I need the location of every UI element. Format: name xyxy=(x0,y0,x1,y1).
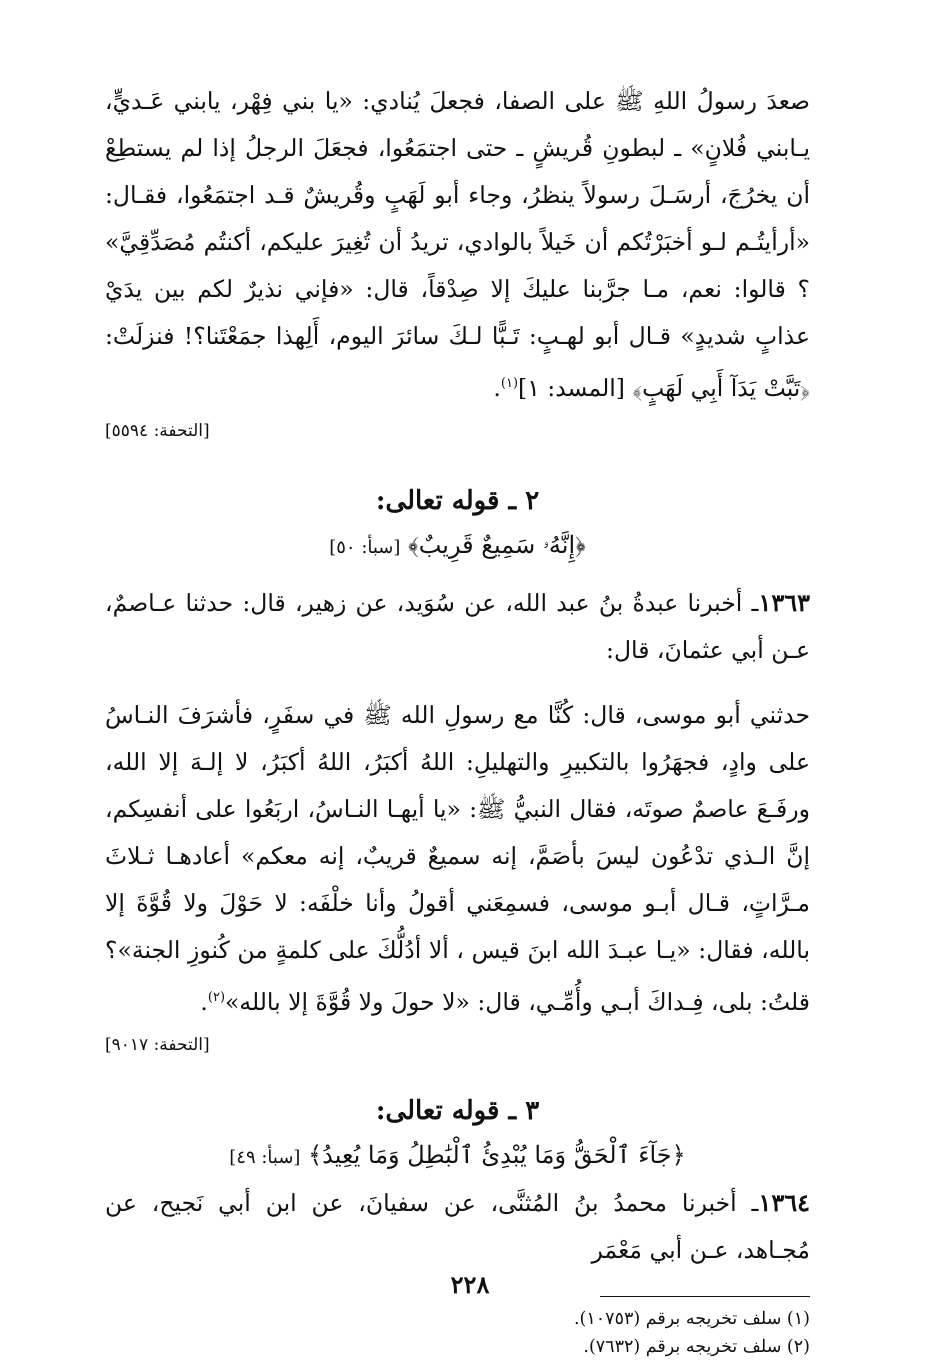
hadith-1364-isnad xyxy=(105,1179,810,1274)
paragraph-1: صعدَ رسولُ اللهِ ﷺ على الصفا، فجعلَ يُنادي: «يا بني فِهْر، يابني عَـديٍّ، يـابني فُلانٍ» ـ لبطونِ قُريشٍ ـ حتى اجتمَعُوا، فجعَلَ الرجلُ إذا لم يستطِعْ أن يخرُجَ، أرسَـلَ رسولاً ينظرُ، وجاء أبو لَهَبٍ وقُريشٌ قـد اجتمَعُوا، فقـال: «أرأيتُـم لـو أخبَرْتُكم أن خَيلاً بالوادي، تريدُ أن تُغِيرَ عليكم، أكنتُم مُصَدِّقِيَّ» ؟ قالوا: نعم، مـا جرَّبنا عليكَ إلا صِدْقاً، قال: «فإني نذيرٌ لكم بين يدَيْ عذابٍ شديدٍ» قـال أبو لهـبٍ: تَـبًّا لـكَ سائرَ اليوم، أَلِهذا جمَعْتَنا؟! فنزلَتْ: ﴿تَبَّتْ يَدَآ أَبِي لَهَبٍ﴾ [المسد: ١]$^{(١)}$. xyxy=(105,87,810,402)
quran-verse-2 xyxy=(105,524,810,569)
hadith-1363-number: ١٣٦٣ xyxy=(758,587,810,617)
verse-3-text: ﴿جَآءَ ٱلْحَقُّ وَمَا يُبْدِئُ ٱلْبَٰطِلُ وَمَا يُعِيدُ﴾ xyxy=(308,1140,686,1169)
footnote-2: (٢) سلف تخريجه برقم (٧٦٣٢). xyxy=(583,1336,810,1357)
footnote-1: (١) سلف تخريجه برقم (١٠٧٥٣). xyxy=(573,1308,810,1329)
hadith-1364-isnad-text: ـ أخبرنا محمدُ بنُ المُثنَّى، عن سفيانَ، عن ابن أبي نَجيح، عن مُجـاهد، عـن أبي مَعْمَر xyxy=(105,1188,810,1264)
tuhfa-reference-2: [التحفة: ٩٠١٧] xyxy=(105,1034,210,1055)
verse-2-reference: [سبأ: ٥٠] xyxy=(329,536,401,558)
footnote-mark-2: (٢) xyxy=(207,989,226,1005)
section-heading-2: ٢ ـ قوله تعالى: xyxy=(375,485,540,516)
paragraph-1-text: صعدَ رسولُ اللهِ ﷺ على الصفا، فجعلَ يُنادي: «يا بني فِهْر، يابني عَـديٍّ، يـابني فُلانٍ» ـ لبطونِ قُريشٍ ـ حتى اجتمَعُوا، فجعَلَ الرجلُ إذا لم يستطِعْ أن يخرُجَ، أرسَـلَ رسولاً ينظرُ، وجاء أبو لَهَبٍ وقُريشٌ قـد اجتمَعُوا، فقـال: «أرأيتُـم لـو أخبَرْتُكم أن خَيلاً بالوادي، تريدُ أن تُغِيرَ عليكم، أكنتُم مُصَدِّقِيَّ» ؟ قالوا: نعم، مـا جرَّبنا عليكَ إلا صِدْقاً، قال: «فإني نذيرٌ لكم بين يدَيْ عذابٍ شديدٍ» قـال أبو لهـبٍ: تَـبًّا لـكَ سائرَ اليوم، أَلِهذا جمَعْتَنا؟! فنزلَتْ: ﴿تَبَّتْ يَدَآ أَبِي لَهَبٍ﴾ [المسد: ١] xyxy=(105,87,810,402)
verse-2-text: ﴿إِنَّهُۥ سَمِيعٌ قَرِيبٌ﴾ xyxy=(408,530,586,559)
hadith-1363-isnad-text: ـ أخبرنا عبدةُ بنُ عبد الله، عن سُوَيد، عن زهير، قال: حدثنا عـاصمٌ، عـن أبي عثمانَ، قال: xyxy=(105,588,810,664)
page-body xyxy=(105,78,810,1361)
paragraph-2: حدثني أبو موسى، قال: كُنَّا مع رسولِ الله ﷺ في سفَرٍ، فأشرَفَ النـاسُ على وادٍ، فجهَرُوا بالتكبيرِ والتهليلِ: اللهُ أكبَرُ، اللهُ أكبَرُ، لا إلـهَ إلا الله، ورفَـعَ عاصمٌ صوتَه، فقال النبيُّ ﷺ: «يا أيهـا النـاسُ، اربَعُوا على أنفسِكم، إنَّ الـذي تدْعُون ليسَ بأصَمَّ، إنه سميعٌ قريبٌ، إنه معكم» أعادهـا ثـلاثَ مـرَّاتٍ، قـال أبـو موسى، فسمِعَني أقولُ وأنا خلْفَه: لا حَوْلَ ولا قُوَّةَ إلا بالله، فقال: «يـا عبـدَ الله ابنَ قيس ، ألا أدُلُّكَ على كلمةٍ من كُنوزِ الجنة»؟ قلتُ: بلى، فِـداكَ أبـي وأُمِّـي، قال: «لا حولَ ولا قُوَّةَ إلا بالله»$^{(٢)}$. xyxy=(105,700,810,1016)
tuhfa-reference-1: [التحفة: ٥٥٩٤] xyxy=(105,420,210,441)
verse-3-reference: [سبأ: ٤٩] xyxy=(229,1146,301,1168)
hadith-1364-number: ١٣٦٤ xyxy=(758,1187,810,1217)
hadith-1363-isnad xyxy=(105,579,810,674)
quran-verse-3 xyxy=(105,1134,810,1179)
page-number: ٢٢٨ xyxy=(450,1270,490,1299)
section-heading-3: ٣ ـ قوله تعالى: xyxy=(375,1095,540,1126)
footnote-mark-1: (١) xyxy=(500,376,519,391)
paragraph-2-text: حدثني أبو موسى، قال: كُنَّا مع رسولِ الله ﷺ في سفَرٍ، فأشرَفَ النـاسُ على وادٍ، فجهَرُوا بالتكبيرِ والتهليلِ: اللهُ أكبَرُ، اللهُ أكبَرُ، لا إلـهَ إلا الله، ورفَـعَ عاصمٌ صوتَه، فقال النبيُّ ﷺ: «يا أيهـا النـاسُ، اربَعُوا على أنفسِكم، إنَّ الـذي تدْعُون ليسَ بأصَمَّ، إنه سميعٌ قريبٌ، إنه معكم» أعادهـا ثـلاثَ مـرَّاتٍ، قـال أبـو موسى، فسمِعَني أقولُ وأنا خلْفَه: لا حَوْلَ ولا قُوَّةَ إلا بالله، فقال: «يـا عبـدَ الله ابنَ قيس ، ألا أدُلُّكَ على كلمةٍ من كُنوزِ الجنة»؟ قلتُ: بلى، فِـداكَ أبـي وأُمِّـي، قال: «لا حولَ ولا قُوَّةَ إلا بالله» xyxy=(105,700,810,1016)
